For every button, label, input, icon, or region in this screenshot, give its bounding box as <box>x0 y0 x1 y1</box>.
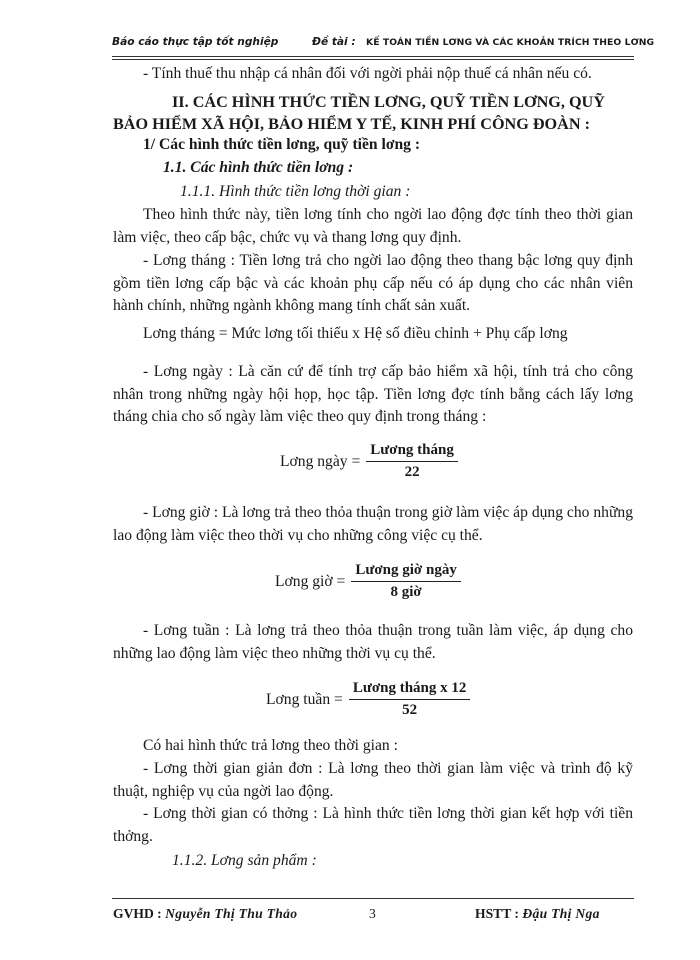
formula-daily-denominator: 22 <box>404 464 420 480</box>
header-topic-label: Đề tài : <box>312 36 356 48</box>
formula-daily-wage <box>280 442 458 481</box>
formula-hourly-wage <box>275 562 461 601</box>
paragraph-simple-time-wage: - Lơng thời gian giản đơn : Là lơng theo thời gian làm việc và trình độ kỹ thuật, nghiệp vụ của ngời lao động. <box>113 760 633 800</box>
footer-advisor-label: GVHD : <box>113 906 162 921</box>
section-title-line-1: II. CÁC HÌNH THỨC TIỀN LƠNG, QUỸ TIỀN LƠNG, QUỸ <box>172 93 605 111</box>
formula-hourly-lhs: Lơng giờ = <box>275 572 346 590</box>
formula-weekly-wage <box>266 680 470 719</box>
footer-student-label: HSTT : <box>475 906 519 921</box>
paragraph-weekly-wage: - Lơng tuần : Là lơng trả theo thỏa thuận trong tuần làm việc, áp dụng cho những lao động làm việc theo những thời vụ cụ thể. <box>113 622 633 662</box>
formula-hourly-denominator: 8 giờ <box>390 584 422 600</box>
footer-advisor <box>113 906 297 922</box>
footer-advisor-name: Nguyễn Thị Thu Thảo <box>165 906 298 921</box>
formula-hourly-numerator: Lương giờ ngày <box>351 562 460 582</box>
paragraph-monthly-wage: - Lơng tháng : Tiền lơng trả cho ngời lao động theo thang bậc lơng quy định gồm tiền lơng cấp bậc và các khoản phụ cấp nếu có áp dụng cho các nhân viên hành chính, những ngành không mang tính chất sản xuất. <box>113 252 633 314</box>
heading-1: 1/ Các hình thức tiền lơng, quỹ tiền lơng : <box>143 136 421 153</box>
paragraph-two-forms: Có hai hình thức trả lơng theo thời gian : <box>143 737 398 754</box>
footer-student-name: Đậu Thị Nga <box>522 906 600 921</box>
formula-hourly-fraction <box>351 562 460 601</box>
paragraph-hourly-wage: - Lơng giờ : Là lơng trả theo thỏa thuận trong giờ làm việc áp dụng cho những lao động làm việc theo thời vụ cho những công việc cụ thể. <box>113 504 633 544</box>
intro-line: - Tính thuế thu nhập cá nhân đối với ngời phải nộp thuế cá nhân nếu có. <box>143 65 592 82</box>
formula-monthly-wage: Lơng tháng = Mức lơng tối thiểu x Hệ số điều chỉnh + Phụ cấp lơng <box>143 325 568 342</box>
page-number: 3 <box>369 906 376 921</box>
formula-daily-numerator: Lương tháng <box>366 442 458 462</box>
formula-weekly-lhs: Lơng tuần = <box>266 690 343 708</box>
header-divider <box>112 56 634 60</box>
page-header <box>112 36 655 52</box>
formula-daily-fraction <box>366 442 458 481</box>
header-topic: KẾ TOÁN TIỀN LƠNG VÀ CÁC KHOẢN TRÍCH THEO LƠNG <box>366 37 655 48</box>
heading-1-1: 1.1. Các hình thức tiền lơng : <box>163 159 354 176</box>
paragraph-bonus-time-wage: - Lơng thời gian có thởng : Là hình thức tiền lơng thời gian kết hợp với tiền thởng. <box>113 805 633 845</box>
heading-1-1-1: 1.1.1. Hình thức tiền lơng thời gian : <box>180 183 411 200</box>
section-title-line-2: BẢO HIỂM XÃ HỘI, BẢO HIỂM Y TẾ, KINH PHÍ CÔNG ĐOÀN : <box>113 115 590 133</box>
formula-daily-lhs: Lơng ngày = <box>280 452 361 470</box>
formula-weekly-denominator: 52 <box>402 702 418 718</box>
footer-divider <box>112 898 634 899</box>
formula-weekly-numerator: Lương tháng x 12 <box>349 680 471 700</box>
heading-1-1-2: 1.1.2. Lơng sản phẩm : <box>172 852 317 869</box>
header-report-title: Báo cáo thực tập tốt nghiệp <box>112 36 279 48</box>
footer-student <box>475 906 600 922</box>
paragraph-time-wage: Theo hình thức này, tiền lơng tính cho ngời lao động đợc tính theo thời gian làm việc, theo cấp bậc, chức vụ và thang lơng quy định. <box>113 206 633 246</box>
paragraph-daily-wage: - Lơng ngày : Là căn cứ để tính trợ cấp bảo hiểm xã hội, tính trả cho công nhân trong những ngày hội họp, học tập. Tiền lơng đợc tính bằng cách lấy lơng tháng chia cho số ngày làm việc theo quy định trong tháng : <box>113 363 633 425</box>
formula-weekly-fraction <box>349 680 471 719</box>
